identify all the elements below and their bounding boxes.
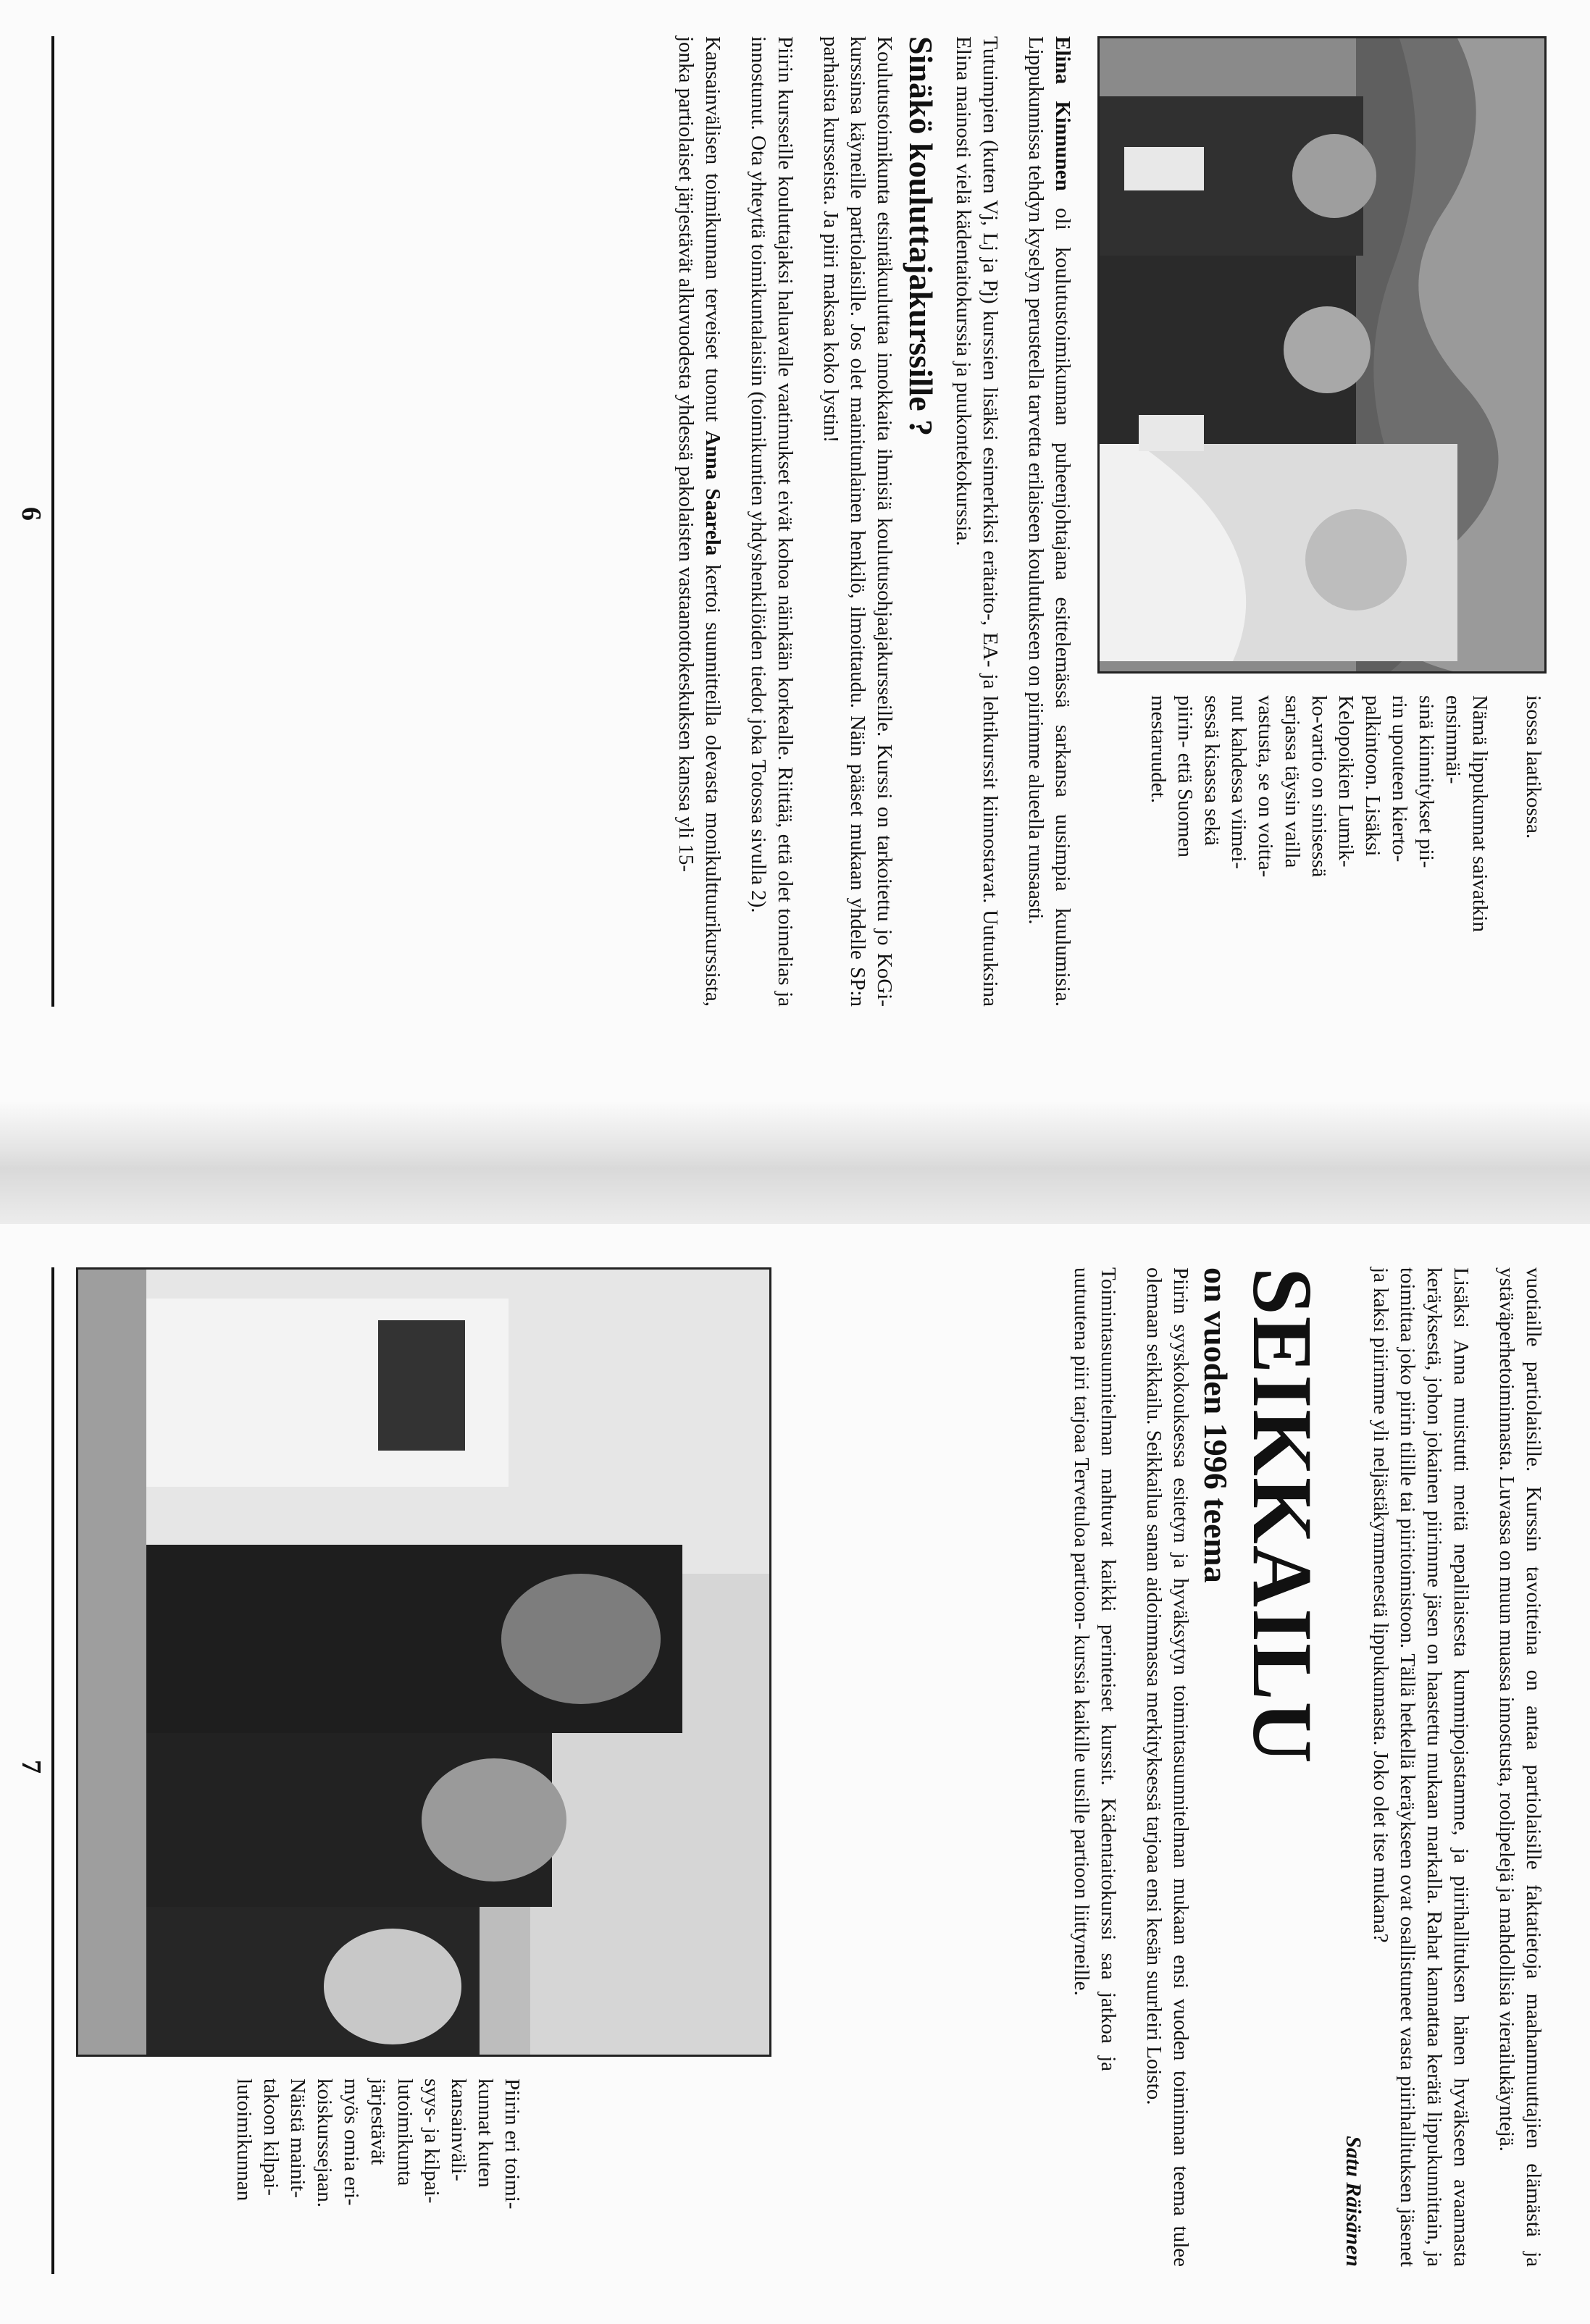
wrap-line: palkintoon. Lisäksi (1361, 695, 1384, 857)
wrap-line: kansainväli- (447, 2078, 470, 2181)
name-anna: Anna Saarela (701, 430, 724, 556)
paragraph-elina: Elina Kinnunen oli koulutustoimikunnan puheenjohtajana esittelemässä sarkansa uusimpia kuulumisia. Lippukunnissa tehdyn kyselyn perusteella tarvetta erilaiseen koulutukseen on piirimme alueella runsaasti. (1024, 36, 1074, 1007)
footer-rule (51, 36, 54, 1007)
photo-three-scouts-image (1097, 38, 1544, 674)
wrap-line: Näistä mainit- (286, 2078, 309, 2199)
wrap-line: vastusta, se on voitta- (1254, 695, 1277, 878)
wrap-line: isossa laatikossa. (1522, 695, 1545, 839)
wrap-line: syys- ja kilpai- (420, 2078, 443, 2204)
name-elina: Elina Kinnunen (1051, 36, 1074, 191)
photo-three-scouts (1097, 36, 1547, 674)
wrap-line: piirin- että Suomen (1173, 695, 1197, 857)
wrap-line: Piirin eri toimi- (501, 2078, 524, 2210)
wrap-line: sessä kisassa sekä (1200, 695, 1223, 846)
wrap-line: takoon kilpai- (259, 2078, 283, 2196)
section-heading: Sinäkö kouluttajakurssille ? (903, 36, 940, 437)
paragraph-continued: vuotiaille partiolaisille. Kurssin tavoitteina on antaa partiolaisille faktatietoja maahanmuuttajien elämästä ja ystäväperhetoiminnasta. Luvassa on muun muassa innostusta, roolipelejä ja mahdollisia vierailukäyntejä. (1495, 1267, 1545, 2267)
seikkailu-subheading: on vuoden 1996 teema (1197, 1267, 1234, 1583)
wrap-line: rin upouteen kierto- (1388, 695, 1411, 863)
page-number: 7 (16, 1760, 46, 1774)
wrap-line: sinä kiinnitykset pii- (1415, 695, 1438, 868)
paragraph-kansainvalinen: Kansainvälisen toimikunnan terveiset tuonut Anna Saarela kertoi suunnitteilla olevasta monikulttuurikurssista, jonka partiolaiset järjestävät alkuvuodesta yhdessä pakolaisten vastaanottokeskuksen kanssa yli 15- (674, 36, 724, 1007)
paragraph-toimintasuunnitelma: Toimintasuunnitelman mahtuvat kaikki perinteiset kurssit. Kädentaitokurssi saa jatkoa ja uutuutena piiri tarjoaa Tervetuloa partioon- kurssia kaikille uusille partioon liittyneille. (1070, 1267, 1120, 2071)
wrap-line: lutoimikunnan (233, 2078, 256, 2202)
wrap-line: myös omia eri- (340, 2078, 363, 2206)
page-number: 6 (16, 507, 46, 521)
paragraph-lisaksi: Lisäksi Anna muistutti meitä nepalilaisesta kummipojastamme, ja piirihallituksen hänen hyväkseen avaamasta keräyksestä, johon jokainen piirimme jäsen on haastettu mukaan markalla. Rahat kannattaa kerätä lippukunnittain, ja toimittaa joko piirin tilille tai piiritoimistoon. Tällä hetkellä keräykseen ovat osallistuneet vasta piirihallituksen jäsenet ja kaksi piirimme yli neljästäkymmenestä lippukunnasta. Joko olet itse mukana? (1369, 1267, 1473, 2267)
wrap-line: lutoimikunta (393, 2078, 417, 2186)
wrap-line: Kelopoikien Lumik- (1334, 695, 1357, 868)
wrap-column-left (1145, 695, 1547, 956)
wrap-line: mestaruudet. (1147, 695, 1170, 803)
wrap-line: järjestävät (367, 2078, 390, 2165)
wrap-line: ko-vartio on sinisessä (1307, 695, 1331, 878)
wrap-line: kunnat kuten (474, 2078, 497, 2188)
seikkailu-headline: SEIKKAILU (1235, 1267, 1330, 1765)
photo-girls-at-table (76, 1267, 771, 2057)
page-7 (0, 1224, 1590, 2324)
wrap-column-right (230, 2078, 525, 2274)
paragraph-piirin: Piirin kursseille kouluttajaksi haluavalle vaatimukset eivät kohoa näinkään korkealle. Riittää, että olet toimelias ja innostunut. Ota yhteyttä toimikuntalaisiin (toimikuntien yhdyshenkilöiden tiedot joka Totossa sivulla 2). (747, 36, 797, 1007)
right-body-top (1068, 1267, 1547, 2267)
signature: Satu Räisänen (1342, 2136, 1365, 2267)
footer-rule (51, 1267, 54, 2274)
paragraph-syyskokous: Piirin syyskokouksessa esitetyn ja hyväksytyn toimintasuunnitelman mukaan ensi vuoden toiminnan teema tulee olemaan seikkailu. Seikkailua sanan aidoimmassa merkityksessä tarjoaa ensi kesän suurleiri Loisto. (1142, 1267, 1192, 2267)
wrap-line: koiskurssejaan. (313, 2078, 336, 2207)
page-6 (0, 0, 1590, 1101)
wrap-line (1493, 695, 1520, 956)
left-body (672, 36, 1076, 1007)
wrap-line: sarjassa täysin vailla (1281, 695, 1304, 868)
wrap-line: nut kahdessa viimei- (1227, 695, 1250, 870)
paragraph-koulutustoimikunta: Koulutustoimikunta etsintäkuuluttaa innokkaita ihmisiä koulutusohjaajakursseille. Kurssi on tarkoitettu jo KoGi-kurssinsa käyneille partiolaisille. Jos olet mainitunlainen henkilö, ilmoittaudu. Näin pääset mukaan yhdelle SP:n parhaista kursseista. Ja piiri maksaa koko lystin! (819, 36, 896, 1007)
binding-fold (0, 1101, 1590, 1224)
wrap-line: Nämä lippukunnat saivatkin ensimmäi- (1442, 695, 1491, 932)
paragraph-tutuimpien: Tutuimpien (kuten Vj, Lj ja Pj) kurssien lisäksi esimerkiksi erätaito-, EA- ja lehtikurssit kiinnostavat. Uutuuksina Elina mainosti vielä kädentaitokurssia ja puukontekokurssia. (952, 36, 1002, 1007)
photo-girls-at-table-image (76, 1270, 769, 2057)
